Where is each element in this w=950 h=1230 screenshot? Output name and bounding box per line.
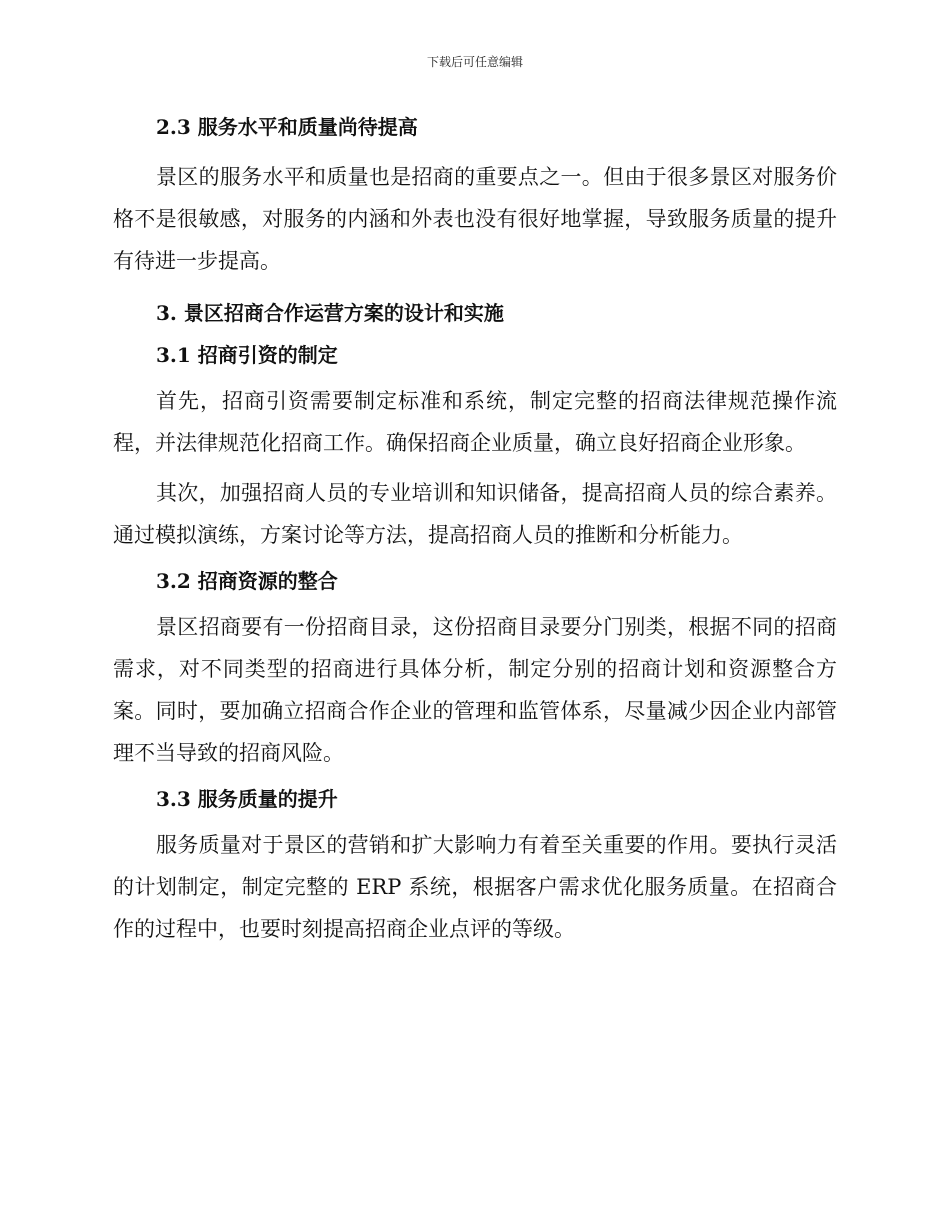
paragraph-2-3: 景区的服务水平和质量也是招商的重要点之一。但由于很多景区对服务价格不是很敏感，对服务的内涵和外表也没有很好地掌握，导致服务质量的提升有待进一步提高。 xyxy=(113,165,837,273)
heading-3-2: 3.2 招商资源的整合 xyxy=(156,569,338,593)
paragraph-3-1-b: 其次，加强招商人员的专业培训和知识储备，提高招商人员的综合素养。通过模拟演练，方案讨论等方法，提高招商人员的推断和分析能力。 xyxy=(113,481,837,547)
heading-2-3: 2.3 服务水平和质量尚待提高 xyxy=(156,115,418,139)
heading-3: 3. 景区招商合作运营方案的设计和实施 xyxy=(156,301,504,325)
document-body xyxy=(113,110,837,950)
paragraph-3-1-a: 首先，招商引资需要制定标准和系统，制定完整的招商法律规范操作流程，并法律规范化招商工作。确保招商企业质量，确立良好招商企业形象。 xyxy=(113,389,837,455)
heading-3-3: 3.3 服务质量的提升 xyxy=(156,787,338,811)
heading-3-1: 3.1 招商引资的制定 xyxy=(156,343,338,367)
paragraph-3-2: 景区招商要有一份招商目录，这份招商目录要分门别类，根据不同的招商需求，对不同类型的招商进行具体分析，制定分别的招商计划和资源整合方案。同时，要加确立招商合作企业的管理和监管体系，尽量减少因企业内部管理不当导致的招商风险。 xyxy=(113,615,837,765)
page-header: 下载后可任意编辑 xyxy=(426,55,523,69)
paragraph-3-3: 服务质量对于景区的营销和扩大影响力有着至关重要的作用。要执行灵活的计划制定，制定完整的 ERP 系统，根据客户需求优化服务质量。在招商合作的过程中，也要时刻提高招商企业点评的等级。 xyxy=(113,833,837,941)
